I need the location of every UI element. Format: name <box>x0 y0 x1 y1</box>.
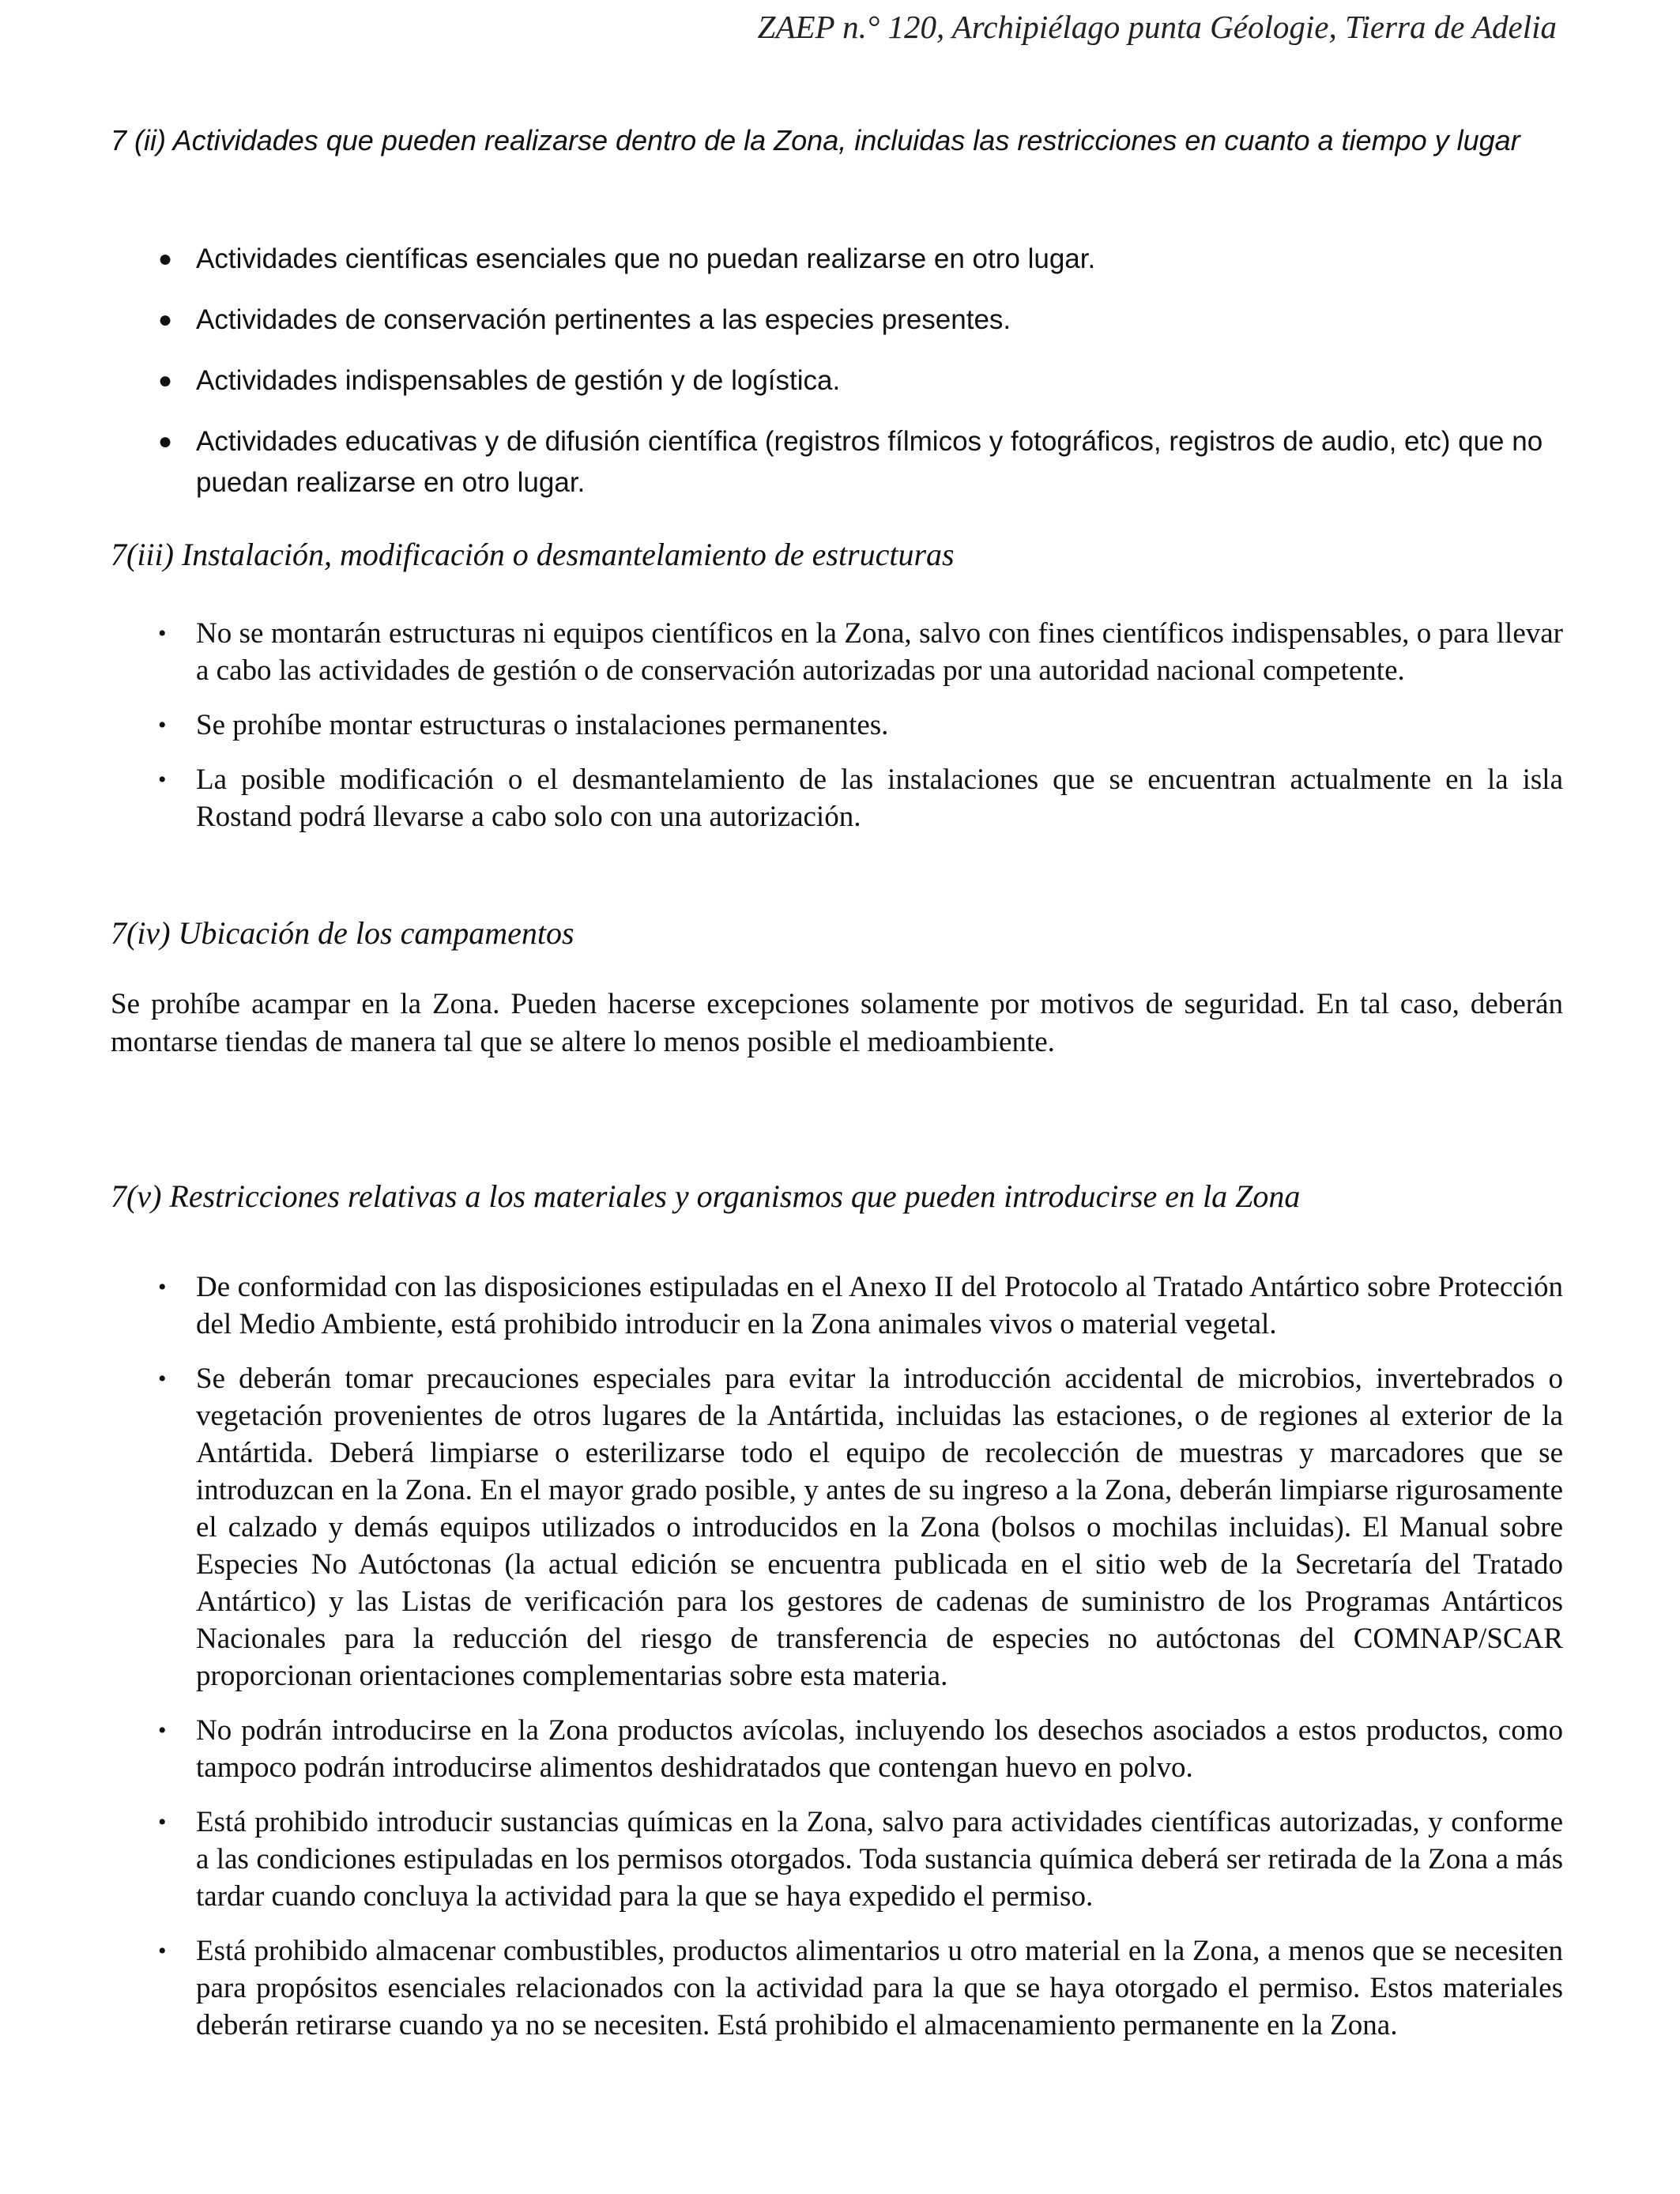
list-item: • No podrán introducirse en la Zona productos avícolas, incluyendo los desechos asociados a estos productos, como tampoco podrán introducirse alimentos deshidratados que contengan huevo en polvo. <box>111 1712 1563 1786</box>
section-7-iii-list <box>111 615 1563 853</box>
bullet-icon: ● <box>158 428 173 454</box>
section-heading: 7(iv) Ubicación de los campamentos <box>111 915 574 951</box>
running-header: ZAEP n.° 120, Archipiélago punta Géologie, Tierra de Adelia <box>757 9 1557 45</box>
list-item: • De conformidad con las disposiciones estipuladas en el Anexo II del Protocolo al Tratado Antártico sobre Protección del Medio Ambiente, está prohibido introducir en la Zona animales vivos o material vegetal. <box>111 1269 1563 1343</box>
section-heading: 7(v) Restricciones relativas a los materiales y organismos que pueden introducirse en la Zona <box>111 1178 1301 1214</box>
bullet-icon: ● <box>158 307 173 333</box>
bullet-icon: ● <box>158 368 173 394</box>
list-item: ● Actividades indispensables de gestión y de logística. <box>111 360 1563 401</box>
bullet-icon: • <box>158 1938 167 1964</box>
section-7-iii <box>111 536 1563 574</box>
section-7-v <box>111 1178 1563 1216</box>
bullet-icon: • <box>158 1366 167 1392</box>
list-item: • Se deberán tomar precauciones especiales para evitar la introducción accidental de microbios, invertebrados o vegetación provenientes de otros lugares de la Antártida, incluidas las estaciones, o de regiones al exterior de la Antártida. Deberá limpiarse o esterilizarse todo el equipo de recolección de muestras y marcadores que se introduzcan en la Zona. En el mayor grado posible, y antes de su ingreso a la Zona, deberán limpiarse rigurosamente el calzado y demás equipos utilizados o introducidos en la Zona (bolsos o mochilas incluidas). El Manual sobre Especies No Autóctonas (la actual edición se encuentra publicada en el sitio web de la Secretaría del Tratado Antártico) y las Listas de verificación para los gestores de cadenas de suministro de los Programas Antárticos Nacionales para la reducción del riesgo de transferencia de especies no autóctonas del COMNAP/SCAR proporcionan orientaciones complementarias sobre esta materia. <box>111 1360 1563 1695</box>
section-7-iv-body <box>111 986 1563 1061</box>
list-item: • Se prohíbe montar estructuras o instalaciones permanentes. <box>111 707 1563 744</box>
paragraph: Se prohíbe acampar en la Zona. Pueden hacerse excepciones solamente por motivos de seguridad. En tal caso, deberán montarse tiendas de manera tal que se altere lo menos posible el medioambiente. <box>111 988 1563 1058</box>
bullet-icon: • <box>158 712 167 738</box>
list-item: • No se montarán estructuras ni equipos científicos en la Zona, salvo con fines científicos indispensables, o para llevar a cabo las actividades de gestión o de conservación autorizadas por una autoridad nacional competente. <box>111 615 1563 689</box>
section-heading: 7(iii) Instalación, modificación o desmantelamiento de estructuras <box>111 537 955 572</box>
section-7-ii-list <box>111 239 1563 523</box>
list-item: • Está prohibido introducir sustancias químicas en la Zona, salvo para actividades científicas autorizadas, y conforme a las condiciones estipuladas en los permisos otorgados. Toda sustancia química deberá ser retirada de la Zona a más tardar cuando concluya la actividad para la que se haya expedido el permiso. <box>111 1804 1563 1915</box>
section-7-v-list <box>111 1269 1563 2061</box>
bullet-icon: • <box>158 1809 167 1835</box>
list-item: ● Actividades educativas y de difusión científica (registros fílmicos y fotográficos, registros de audio, etc) que no puedan realizarse en otro lugar. <box>111 421 1563 503</box>
bullet-icon: • <box>158 1717 167 1744</box>
section-7-ii <box>111 120 1563 161</box>
section-heading: 7 (ii) Actividades que pueden realizarse dentro de la Zona, incluidas las restricciones en cuanto a tiempo y lugar <box>111 124 1520 156</box>
list-item: ● Actividades de conservación pertinentes a las especies presentes. <box>111 300 1563 341</box>
list-item: • Está prohibido almacenar combustibles, productos alimentarios u otro material en la Zona, a menos que se necesiten para propósitos esenciales relacionados con la actividad para la que se haya otorgado el permiso. Estos materiales deberán retirarse cuando ya no se necesiten. Está prohibido el almacenamiento permanente en la Zona. <box>111 1932 1563 2044</box>
bullet-icon: • <box>158 620 167 647</box>
section-7-iv <box>111 914 1563 952</box>
bullet-icon: • <box>158 767 167 793</box>
bullet-icon: ● <box>158 246 173 272</box>
list-item: ● Actividades científicas esenciales que no puedan realizarse en otro lugar. <box>111 239 1563 280</box>
list-item: • La posible modificación o el desmantelamiento de las instalaciones que se encuentran actualmente en la isla Rostand podrá llevarse a cabo solo con una autorización. <box>111 761 1563 835</box>
bullet-icon: • <box>158 1274 167 1300</box>
